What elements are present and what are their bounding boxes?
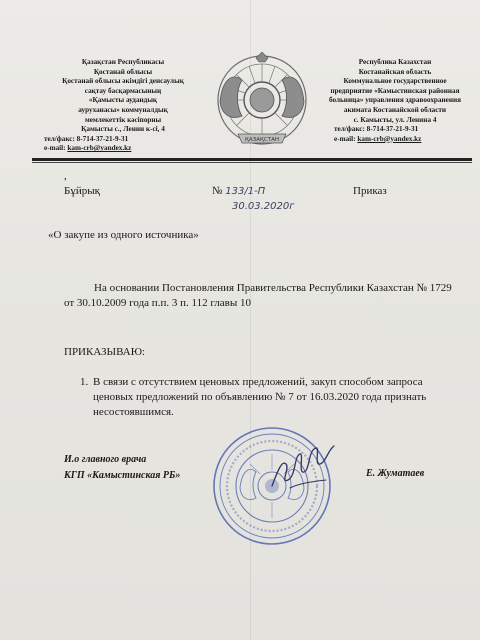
number-value: 133/1-П	[225, 186, 266, 197]
email-link[interactable]: kam-crb@yandex.kz	[67, 144, 132, 153]
header-right-russian	[320, 58, 470, 144]
number-label: №	[212, 185, 223, 197]
header-divider-thin	[32, 162, 472, 163]
header-right-line: Коммунальное государственное	[343, 77, 447, 86]
signatory-name: Е. Жуматаев	[366, 468, 425, 479]
header-right-line: акимата Костанайской области	[343, 105, 447, 114]
order-item-text: В связи с отсутствием ценовых предложений, закуп способом запроса ценовых предложений по объявлению № 7 от 16.03.2020 года признать несостоявшимся.	[93, 376, 427, 418]
header-left-line: Қазақстан Республикасы	[81, 58, 165, 66]
header-right-line: предприятие «Камыстинская районная	[330, 86, 460, 95]
header-left-phone: тел/факс: 8-714-37-21-9-31	[44, 134, 129, 143]
header-right-line: больница» управления здравоохранения	[328, 96, 462, 105]
header-right-line: Костанайская область	[358, 67, 432, 76]
handwritten-signature-icon	[268, 440, 338, 494]
header-left-kazakh	[38, 58, 208, 154]
document-date: 30.03.2020г	[232, 201, 295, 212]
signatory-title	[64, 452, 180, 484]
order-item-number: 1.	[80, 376, 89, 388]
header-left-line: сақтау басқармасының	[84, 86, 162, 95]
order-subject: «О закупе из одного источника»	[48, 229, 199, 241]
header-right-line: Республика Казахстан	[358, 58, 432, 66]
doc-type-russian: Приказ	[353, 185, 387, 197]
header-left-line: Қамысты с., Ленин к-сі, 4	[81, 125, 165, 134]
signatory-title-line: И.о главного врача	[64, 454, 147, 465]
header-left-line: «Қамысты аудандық	[88, 96, 158, 105]
emblem-ribbon-text: ҚАЗАҚСТАН	[245, 137, 279, 143]
header-left-line: Қостанай облысы	[93, 67, 153, 76]
order-heading: ПРИКАЗЫВАЮ:	[64, 346, 146, 358]
header-right-line: с. Камысты, ул. Ленина 4	[353, 115, 437, 124]
header-right-phone: тел/факс: 8-714-37-21-9-31	[334, 125, 419, 134]
header-left-email-row	[38, 144, 208, 154]
email-link[interactable]: kam-crb@yandex.kz	[357, 134, 422, 143]
header-left-line: Қостанай облысы әкімдігі денсаулық	[62, 77, 184, 86]
signatory-title-line: КГП «Камыстинская РБ»	[64, 470, 181, 481]
header-left-line: мемлекеттік кәсіпорны	[84, 115, 162, 124]
header-right-email-row	[320, 135, 470, 145]
document-number	[212, 185, 265, 197]
email-label: e-mail:	[44, 144, 66, 153]
doc-type-kazakh: Бұйрық	[64, 185, 100, 197]
state-emblem-icon	[212, 50, 312, 150]
header-left-line: ауруханасы» коммуналдық	[78, 105, 168, 114]
email-label: e-mail:	[334, 134, 356, 143]
stray-comma: ,	[64, 170, 67, 182]
header-divider-thick	[32, 158, 472, 161]
legal-basis-paragraph: На основании Постановления Правительства Республики Казахстан № 1729 от 30.10.2009 года п.п. 3 п. 112 главы 10	[64, 282, 452, 309]
order-item	[80, 375, 450, 420]
